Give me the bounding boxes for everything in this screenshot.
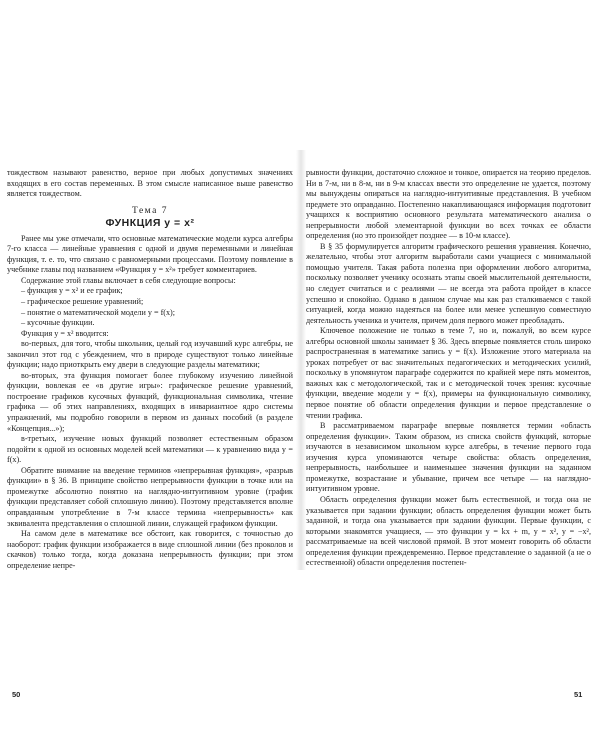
list-item: – функция y = x² и ее график; — [21, 286, 123, 296]
list-item: – понятие о математической модели y = f(x); — [21, 307, 176, 317]
list-item: – кусочные функции. — [21, 318, 95, 328]
paragraph: рывности функции, достаточно сложное и тонкое, опирается на теорию пределов. Ни в 7-м, ни в 8-м, ни в 9-м классах ввести это определение не удается, поэтому мы вынуждены опираться на наглядно-интуитивные представления. В учебном предмете это оправданно. Постепенно накапливающаяся информация подготовит учащихся к восприятию основного результата математического анализа о непрерывности любой элементарной функции во всех точках ее области определения (но это произойдет позднее — в 10-м классе). — [306, 168, 591, 241]
paragraph: В § 35 формулируется алгоритм графического решения уравнения. Конечно, желательно, чтобы этот алгоритм выработали сами учащиеся с минимальной помощью учителя. Такая работа полезна при оформлении любого алгоритма, поскольку позволяет ученику осознать этапы своей мыслительной деятельности, но следует считаться и с реалиями — не всегда эта работа пройдет в классе успешно и спокойно. Однако в данном случае мы как раз сталкиваемся с такой ситуацией, когда можно надеяться на более или менее успешную совместную деятельность ученика и учителя, причем доля первого может преобладать. — [306, 241, 591, 325]
paragraph: Ранее мы уже отмечали, что основные математические модели курса алгебры 7-го класса — линейные уравнения с одной и двумя переменными и линейная функция, т. е. то, что связано с равномерными процессами. Поэтому появление в учебнике главы под названием «Функция y = x²» требует комментариев. — [7, 233, 293, 275]
paragraph: во-первых, для того, чтобы школьник, целый год изучавший курс алгебры, не закончил этот год с убеждением, что в природе существуют только линейные функции; надо приоткрыть ему двери в следующие разделы математики; — [7, 339, 293, 370]
paragraph: Обратите внимание на введение терминов «непрерывная функция», «разрыв функции» в § 36. В принципе свойство непрерывности функции в точке или на промежутке абсолютно понятно на наглядно-интуитивном уровне (график функции представляет собой сплошную линию). Поэтому представляется вполне оправданным употребление в 7-м классе термина «непрерывность» как эквивалента представления о сплошной линии, служащей графиком функции. — [7, 465, 293, 528]
page-gutter — [296, 150, 306, 570]
paragraph: В рассматриваемом параграфе впервые появляется термин «область определения функции». Таким образом, из списка свойств функций, которые изучаются в независимом школьном курсе алгебры, в течение первого года изучения курса упоминаются четыре свойства: область определения, непрерывность, наибольшее и наименьшее значения функции на заданном промежутке, возрастание и убывание, причем все четыре — на наглядно-интуитивном уровне. — [306, 421, 591, 494]
page-number-left: 50 — [12, 690, 21, 699]
list — [7, 286, 293, 328]
right-page — [306, 168, 591, 569]
paragraph: Ключевое положение не только в теме 7, но и, пожалуй, во всем курсе алгебры основной школы занимает § 36. Здесь впервые появляется столь широко распространенная в математике запись y = f(x). Изложение этого материала на уроках потребует от вас значительных педагогических и методических усилий, поскольку в упомянутом параграфе содержится по крайней мере пять моментов, важных как с методологической, так и с методической точек зрения: кусочные функции, введение модели y = f(x), примеры на функциональную символику, первое понятие об области определения функции и первое представление о чтении графика. — [306, 326, 591, 420]
theme-title: ФУНКЦИЯ y = x² — [105, 217, 195, 230]
paragraph: Содержание этой главы включает в себя следующие вопросы: — [21, 275, 236, 285]
paragraph: На самом деле в математике все обстоит, как говорится, с точностью до наоборот: график функции изображается в виде сплошной линии (без проколов и скачков) только тогда, когда доказана непрерывность функции; при этом определение непре- — [7, 529, 293, 570]
list-item: – графическое решение уравнений; — [21, 297, 144, 307]
theme-label: Тема 7 — [132, 205, 168, 216]
left-page — [7, 168, 293, 571]
paragraph: во-вторых, эта функция помогает более глубокому изучению линейной функции, вовлекая ее «в другие игры»: графическое решение уравнений, построение графиков кусочных функций, функциональная символика, чтение графика — об этих направлениях, входящих в инвариантное ядро системы упражнений, мы подробно говорили в первом из данных пособий (в разделе «Концепция...»); — [7, 370, 293, 433]
paragraph: Область определения функции может быть естественной, и тогда она не указывается при задании функции; область определения функции может быть заданной, и тогда она указывается при задании функции. Первые функции, с которыми знакомятся учащиеся, — это функции y = kx + m, y = x², y = −x², рассматриваемые на всей числовой прямой. В этот момент говорить об области определения функции преждевременно. Первое представление о заданной (а не о естественной) области определения постепен- — [306, 494, 591, 568]
left-top-text: тождеством называют равенство, верное при любых допустимых значениях входящих в его состав переменных. В этом смысле написанное выше равенство является тождеством. — [7, 168, 293, 199]
paragraph: в-третьих, изучение новых функций позволяет естественным образом подойти к одной из основных моделей всей математики — к уравнению вида y = f(x). — [7, 434, 293, 465]
paragraph: Функция y = x² вводится: — [21, 328, 109, 338]
page-number-right: 51 — [574, 690, 583, 699]
